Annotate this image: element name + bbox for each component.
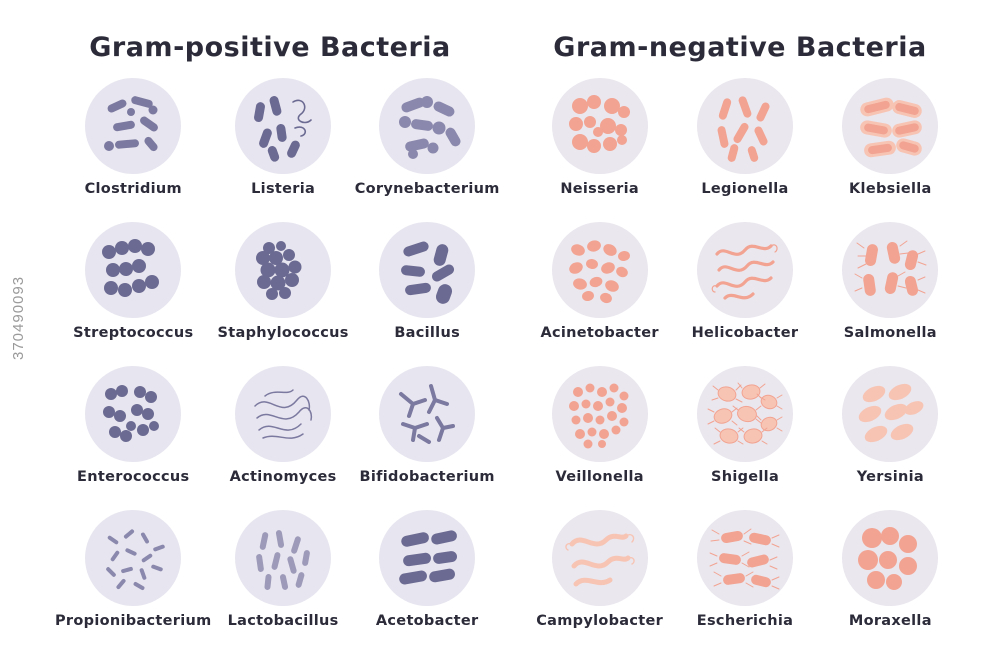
petri-dish-streptococcus [85, 222, 181, 318]
petri-dish-legionella [697, 78, 793, 174]
petri-dish-neisseria [552, 78, 648, 174]
petri-dish-escherichia [697, 510, 793, 606]
petri-dish-klebsiella [842, 78, 938, 174]
gram-positive-grid [55, 78, 500, 650]
bacteria-label: Helicobacter [691, 325, 799, 341]
bacteria-label: Clostridium [84, 181, 182, 197]
petri-dish-listeria [235, 78, 331, 174]
petri-dish-clostridium [85, 78, 181, 174]
bacteria-label: Bacillus [394, 325, 461, 341]
bacteria-cell-veillonella [530, 366, 669, 506]
bacteria-cell-helicobacter [675, 222, 814, 362]
gram-negative-heading: Gram-negative Bacteria [553, 32, 927, 63]
bacteria-label: Streptococcus [73, 325, 194, 341]
bacteria-label: Staphylococcus [217, 325, 349, 341]
bacteria-label: Listeria [251, 181, 316, 197]
bacteria-label: Neisseria [560, 181, 639, 197]
bacteria-cell-enterococcus [55, 366, 212, 506]
bacteria-cell-moraxella [821, 510, 960, 650]
bacteria-label: Legionella [701, 181, 789, 197]
bacteria-label: Shigella [710, 469, 780, 485]
bacteria-label: Bifidobacterium [359, 469, 495, 485]
bacteria-label: Veillonella [555, 469, 644, 485]
bacteria-label: Yersinia [856, 469, 924, 485]
petri-dish-staphylococcus [235, 222, 331, 318]
bacteria-cell-klebsiella [821, 78, 960, 218]
bacteria-cell-lactobacillus [218, 510, 349, 650]
bacteria-cell-staphylococcus [218, 222, 349, 362]
petri-dish-acinetobacter [552, 222, 648, 318]
bacteria-cell-bifidobacterium [355, 366, 500, 506]
bacteria-cell-legionella [675, 78, 814, 218]
gram-positive-heading: Gram-positive Bacteria [89, 32, 451, 63]
petri-dish-actinomyces [235, 366, 331, 462]
petri-dish-bacillus [379, 222, 475, 318]
bacteria-label: Escherichia [696, 613, 794, 629]
bacteria-cell-campylobacter [530, 510, 669, 650]
petri-dish-veillonella [552, 366, 648, 462]
bacteria-label: Enterococcus [77, 469, 190, 485]
bacteria-label: Moraxella [848, 613, 932, 629]
petri-dish-moraxella [842, 510, 938, 606]
watermark-id: 370490093 [10, 275, 27, 360]
bacteria-cell-yersinia [821, 366, 960, 506]
bacteria-cell-clostridium [55, 78, 212, 218]
bacteria-cell-escherichia [675, 510, 814, 650]
bacteria-label: Lactobacillus [227, 613, 339, 629]
bacteria-label: Acinetobacter [540, 325, 659, 341]
petri-dish-corynebacterium [379, 78, 475, 174]
bacteria-label: Acetobacter [375, 613, 479, 629]
bacteria-cell-listeria [218, 78, 349, 218]
petri-dish-yersinia [842, 366, 938, 462]
bacteria-cell-bacillus [355, 222, 500, 362]
bacteria-label: Corynebacterium [354, 181, 500, 197]
bacteria-cell-shigella [675, 366, 814, 506]
bacteria-label: Propionibacterium [55, 613, 212, 629]
bacteria-cell-actinomyces [218, 366, 349, 506]
bacteria-cell-acetobacter [355, 510, 500, 650]
petri-dish-propionibacterium [85, 510, 181, 606]
bacteria-cell-propionibacterium [55, 510, 212, 650]
petri-dish-helicobacter [697, 222, 793, 318]
gram-negative-grid [530, 78, 960, 650]
petri-dish-lactobacillus [235, 510, 331, 606]
bacteria-label: Campylobacter [536, 613, 664, 629]
bacteria-cell-acinetobacter [530, 222, 669, 362]
petri-dish-salmonella [842, 222, 938, 318]
bacteria-label: Klebsiella [849, 181, 932, 197]
petri-dish-shigella [697, 366, 793, 462]
petri-dish-acetobacter [379, 510, 475, 606]
bacteria-cell-salmonella [821, 222, 960, 362]
bacteria-label: Salmonella [843, 325, 937, 341]
petri-dish-campylobacter [552, 510, 648, 606]
bacteria-cell-neisseria [530, 78, 669, 218]
bacteria-label: Actinomyces [229, 469, 337, 485]
bacteria-cell-corynebacterium [355, 78, 500, 218]
petri-dish-bifidobacterium [379, 366, 475, 462]
bacteria-cell-streptococcus [55, 222, 212, 362]
petri-dish-enterococcus [85, 366, 181, 462]
